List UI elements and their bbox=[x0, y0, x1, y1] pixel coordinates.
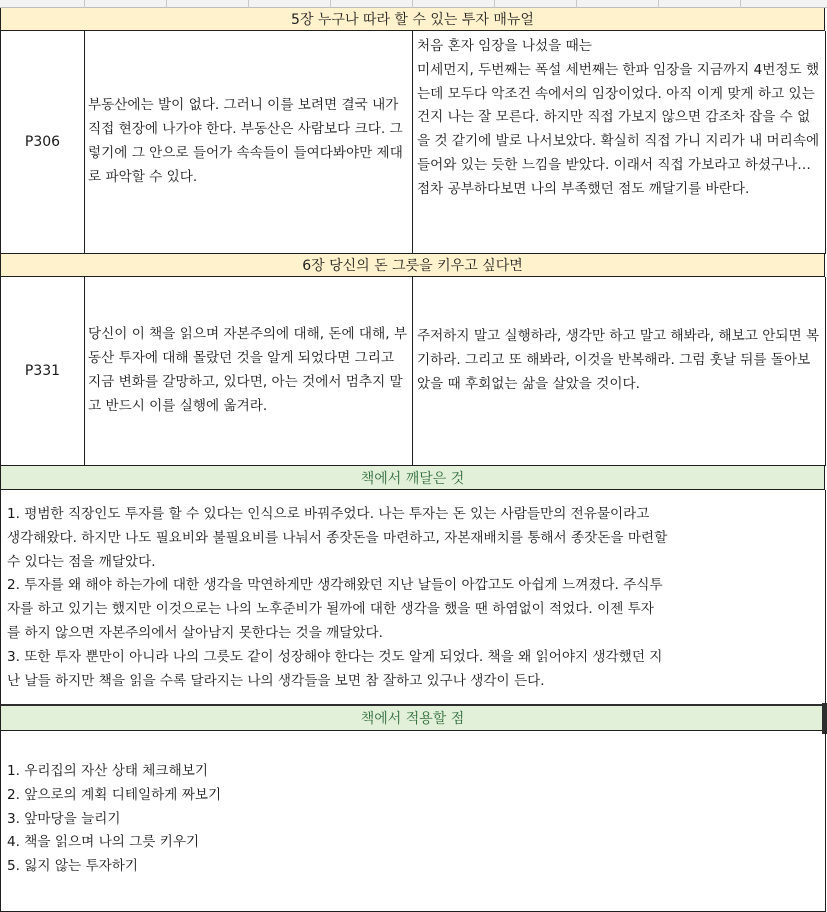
applications-heading bbox=[0, 704, 825, 731]
realization-line: 1. 평범한 직장인도 투자를 할 수 있다는 인식으로 바꿔주었다. 나는 투자는 돈 있는 사람들만의 전유물이라고 bbox=[7, 506, 650, 522]
chapter-6-quote-cell bbox=[85, 277, 413, 466]
realization-line: 2. 투자를 왜 해야 하는가에 대한 생각을 막연하게만 생각해왔던 지난 날들이 아깝고도 아쉽게 느껴졌다. 주식투 bbox=[7, 577, 663, 594]
realization-line: 3. 또한 투자 뿐만이 아니라 나의 그릇도 같이 성장해야 한다는 것도 알게 되었다. 책을 왜 읽어야지 생각했던 지 bbox=[7, 648, 663, 665]
application-item: 3. 앞마당을 늘리기 bbox=[7, 810, 121, 827]
chapter-6-reflection: 주저하지 말고 실행하라, 생각만 하고 말고 해봐라, 해보고 안되면 복기하라. 그리고 또 해봐라, 이것을 반복해라. 그럼 훗날 뒤를 돌아보았을 때 후회없는 삶을 살았을 것이다. bbox=[417, 328, 820, 392]
chapter-5-heading bbox=[0, 8, 825, 31]
chapter-6-heading bbox=[0, 254, 825, 277]
realization-line: 를 하지 않으면 자본주의에서 살아남지 못한다는 것을 깨달았다. bbox=[7, 624, 383, 641]
chapter-6-heading-text: 6장 당신의 돈 그릇을 키우고 싶다면 bbox=[302, 258, 523, 274]
realizations-body bbox=[0, 490, 826, 704]
chapter-6-page-cell bbox=[0, 277, 85, 466]
chapter-5-quote: 부동산에는 발이 없다. 그러니 이를 보려면 결국 내가 직접 현장에 나가야 한다. 부동산은 사람보다 크다. 그렇기에 그 안으로 들어가 속속들이 들여다봐야만 제대로 파악할 수 있다. bbox=[88, 97, 403, 185]
chapter-6-reflection-cell bbox=[413, 277, 826, 466]
chapter-5-heading-text: 5장 누구나 따라 할 수 있는 투자 매뉴얼 bbox=[291, 12, 534, 28]
column-header-strip bbox=[0, 0, 827, 8]
cell-selection-marker bbox=[822, 703, 827, 734]
application-item: 2. 앞으로의 계획 디테일하게 짜보기 bbox=[7, 786, 222, 803]
realization-line: 수 있다는 점을 깨달았다. bbox=[7, 553, 156, 570]
chapter-6-page-number: P331 bbox=[24, 363, 61, 379]
application-item: 1. 우리집의 자산 상태 체크해보기 bbox=[7, 763, 208, 779]
chapter-6-quote: 당신이 이 책을 읽으며 자본주의에 대해, 돈에 대해, 부동산 투자에 대해 몰랐던 것을 알게 되었다면 그리고 지금 변화를 갈망하고, 있다면, 아는 것에서 멈추지 말고 반드시 이를 실행에 옮겨라. bbox=[88, 326, 407, 414]
application-item: 4. 책을 읽으며 나의 그릇 키우기 bbox=[7, 834, 200, 851]
chapter-5-reflection: 처음 혼자 임장을 나섰을 때는 미세먼지, 두번째는 폭설 세번째는 한파 임장을 지금까지 4번정도 했는데 모두다 악조건 속에서의 임장이었다. 아직 이게 맞게 하고 있는건지 나는 잘 모른다. 하지만 직접 가보지 않으면 감조차 잡을 수 없을 것 같기에 발로 나서보았다. 확실히 직접 가니 지리가 내 머리속에 들어와 있는 듯한 느낌을 받았다. 이래서 직접 가보라고 하셨구나…점차 공부하다보면 나의 부족했던 점도 깨달기를 바란다. bbox=[417, 38, 820, 197]
realization-line: 생각해왔다. 하지만 나도 필요비와 불필요비를 나눠서 종잣돈을 마련하고, 자본재배치를 통해서 종잣돈을 마련할 bbox=[7, 529, 668, 546]
realization-line: 자를 하고 있기는 했지만 이것으로는 나의 노후준비가 될까에 대한 생각을 했을 땐 하염없이 적었다. 이젠 투자 bbox=[7, 601, 654, 618]
realizations-heading bbox=[0, 466, 825, 490]
applications-heading-text: 책에서 적용할 점 bbox=[360, 711, 465, 727]
chapter-5-quote-cell bbox=[85, 31, 413, 254]
chapter-5-reflection-cell bbox=[413, 31, 826, 254]
application-item: 5. 잃지 않는 투자하기 bbox=[7, 858, 138, 875]
applications-body bbox=[0, 731, 826, 912]
realizations-heading-text: 책에서 깨달은 것 bbox=[360, 470, 465, 487]
chapter-5-page-number: P306 bbox=[24, 134, 61, 150]
chapter-5-page-cell bbox=[0, 31, 85, 254]
realization-line: 난 날들 하지만 책을 읽을 수록 달라지는 나의 생각들을 보면 참 잘하고 있구나 생각이 든다. bbox=[7, 672, 545, 689]
